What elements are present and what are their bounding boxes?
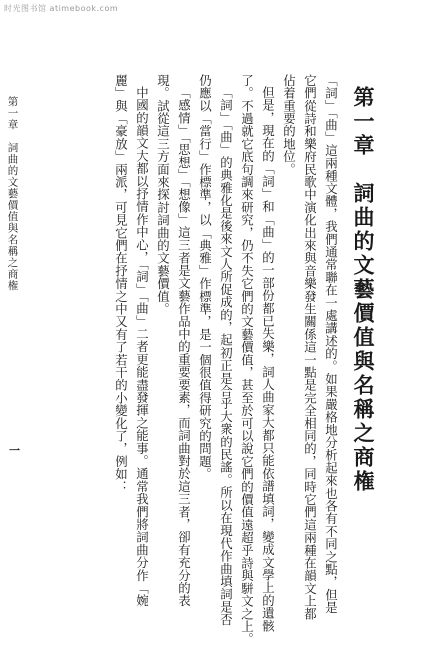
body-column: 但是，現在的「詞」和「曲」的一部份都已失樂，詞人曲家大都只能依譜填詞，變成文學上的遺骸 (260, 86, 276, 633)
body-column: 它們從詩和樂府民歌中演化出來與音樂發生關係這一點是完全相同的，同時它們這兩種在韻文上都 (302, 74, 318, 621)
body-column: 現。試從這三方面來探討詞曲的文藝價值。 (155, 74, 171, 316)
body-column: 了。不過就它底句調來研究，仍不失它們的文藝價值，甚至於可以說它們的價值遠超乎詩與駢文之上。 (239, 74, 255, 646)
body-column: 「詞」「曲」這兩種文體，我們通常聯在一處講述的。如果嚴格地分析起來也各有不同之點，但是 (323, 74, 339, 614)
watermark: 时光图书馆 atimebook.com (4, 4, 119, 13)
body-column: 麗」與「豪放」兩派，可見它們在抒情之中又有了若干的小變化了，例如： (113, 74, 129, 494)
body-column: 佔着重要的地位。 (281, 74, 297, 176)
body-column: 中國的韻文大都以抒情作中心，「詞」「曲」二者更能盡發揮之能事。通常我們將詞曲分作「婉 (134, 86, 150, 607)
chapter-title: 第一章 詞曲的文藝價值與名稱之商権 (351, 86, 376, 494)
body-column: 「感情」「思想」「想像」這三者是文藝作品中的重要要素，而詞曲對於這三者，卻有充分的表 (176, 86, 192, 607)
body-column: 仍應以「當行」作標準，以「典雅」作標準，是一個很值得研究的問題。 (197, 74, 213, 481)
running-head: 第一章 詞曲的文藝價值與名稱之商権 (6, 96, 19, 292)
page-number: 一 (9, 444, 20, 457)
body-column: 「詞」「曲」的典雅化是後來文人所促成的，起初正是合乎大衆的民謠。所以在現代作曲填詞是否 (218, 86, 234, 626)
